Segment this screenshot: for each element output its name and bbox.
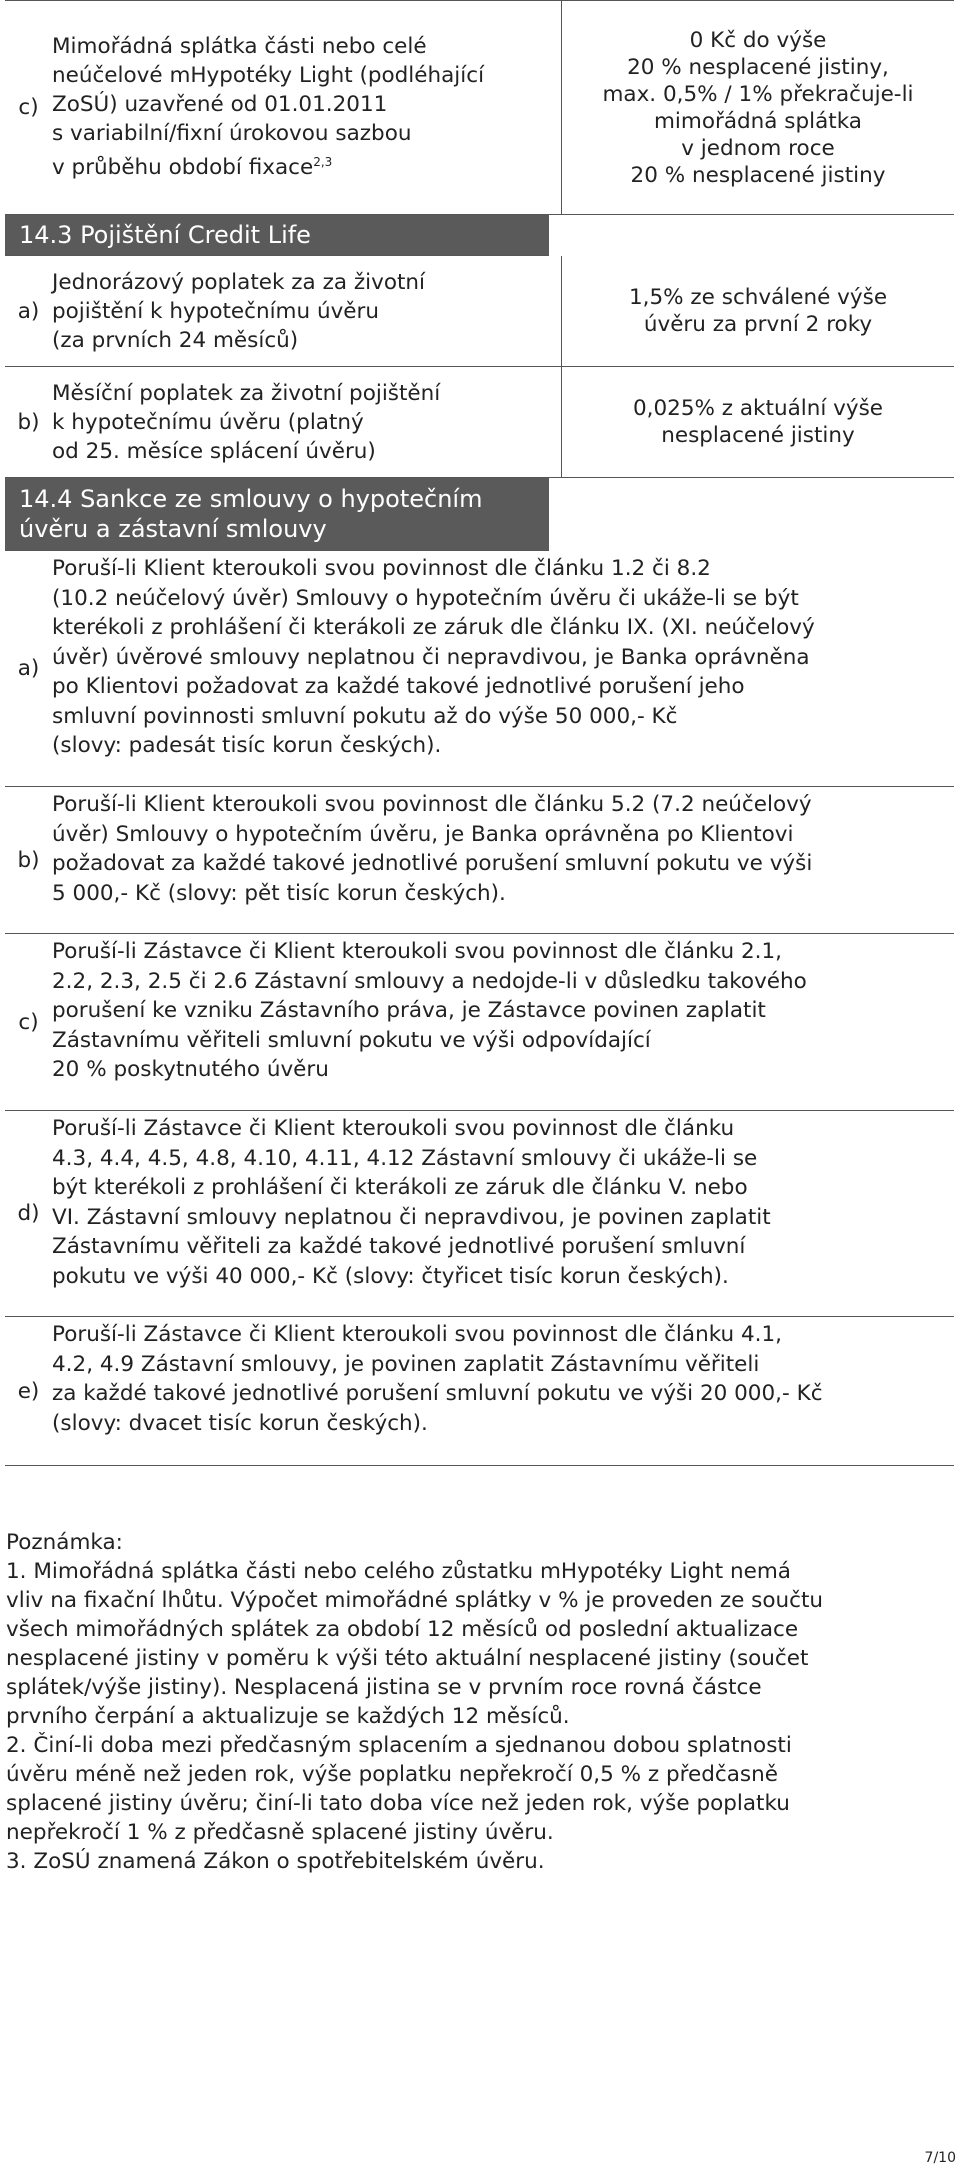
page-number: 7/10 [924,2150,956,2166]
sanction-text: Poruší-li Zástavce či Klient kteroukoli svou povinnost dle článku 4.1, 4.2, 4.9 Zástavní smlouvy, je povinen zaplatit Zástavnímu věřiteli za každé takové jednotlivé porušení smluvní pokutu ve výši 20 000,- Kč (slovy: dvacet tisíc korun českých). [52,1322,823,1436]
fee-row-c [5,0,954,215]
fee-value: 0,025% z aktuální výše nesplacené jistiny [561,367,954,477]
row-letter: b) [17,847,40,873]
section-heading-14-4: 14.4 Sankce ze smlouvy o hypotečním úvěru a zástavní smlouvy [5,478,549,551]
footnote-ref: 2,3 [313,155,333,170]
fee-row-b [5,367,954,478]
sanction-text: Poruší-li Klient kteroukoli svou povinnost dle článku 1.2 či 8.2 (10.2 neúčelový úvěr) Smlouvy o hypotečním úvěru či ukáže-li se být kterékoli z prohlášení či kterákoli ze záruk dle článku IX. (XI. neúčelový úvěr) úvěrové smlouvy neplatnou či nepravdivou, je Banka oprávněna po Klientovi požadovat za každé takové jednotlivé porušení jeho smluvní povinnosti smluvní pokutu až do výše 50 000,- Kč (slovy: padesát tisíc korun českých). [52,556,815,758]
fee-description: Jednorázový poplatek za za životní pojištění k hypotečnímu úvěru (za prvních 24 měsíců) [52,269,426,353]
sanction-row-b [5,787,954,934]
section-heading-14-3: 14.3 Pojištění Credit Life [5,215,549,256]
sanction-text: Poruší-li Zástavce či Klient kteroukoli svou povinnost dle článku 4.3, 4.4, 4.5, 4.8, 4.10, 4.11, 4.12 Zástavní smlouvy či ukáže-li se být kterékoli z prohlášení či kterákoli ze záruk dle článku V. nebo VI. Zástavní smlouvy neplatnou či nepravdivou, je povinen zaplatit Zástavnímu věřiteli za každé takové jednotlivé porušení smluvní pokutu ve výši 40 000,- Kč (slovy: čtyřicet tisíc korun českých). [52,1116,771,1289]
fee-value: 1,5% ze schválené výše úvěru za první 2 roky [561,256,954,366]
row-letter: a) [17,656,40,681]
fee-table [5,0,954,1466]
notes-section [6,1528,946,1876]
note-item: 2. Činí-li doba mezi předčasným splacením a sjednanou dobou splatnosti úvěru méně než jeden rok, výše poplatku nepřekročí 0,5 % z předčasně splacené jistiny úvěru; činí-li tato doba více než jeden rok, výše poplatku nepřekročí 1 % z předčasně splacené jistiny úvěru. [6,1733,792,1845]
sanction-text: Poruší-li Zástavce či Klient kteroukoli svou povinnost dle článku 2.1, 2.2, 2.3, 2.5 či 2.6 Zástavní smlouvy a nedojde-li v důsledku takového porušení ke vzniku Zástavního práva, je Zástavce povinen zaplatit Zástavnímu věřiteli smluvní pokutu ve výši odpovídající 20 % poskytnutého úvěru [52,939,807,1082]
fee-description: Mimořádná splátka části nebo celé neúčelové mHypotéky Light (podléhající ZoSÚ) uzavřené od 01.01.2011 s variabilní/fixní úrokovou sazbou v průběhu období fixace$^{2,3}$ [52,34,485,181]
row-letter: a) [17,298,40,324]
sanction-text: Poruší-li Klient kteroukoli svou povinnost dle článku 5.2 (7.2 neúčelový úvěr) Smlouvy o hypotečním úvěru, je Banka oprávněna po Klientovi požadovat za každé takové jednotlivé porušení smluvní pokutu ve výši 5 000,- Kč (slovy: pět tisíc korun českých). [52,792,813,906]
note-item: 1. Mimořádná splátka části nebo celého zůstatku mHypotéky Light nemá vliv na fixační lhůtu. Výpočet mimořádné splátky v % je proveden ze součtu všech mimořádných splátek za období 12 měsíců od poslední aktualizace nesplacené jistiny v poměru k výši této aktuální nesplacené jistiny (součet splátek/výše jistiny). Nesplacená jistina se v prvním roce rovná částce prvního čerpání a aktualizuje se každých 12 měsíců. [6,1559,824,1729]
note-item: 3. ZoSÚ znamená Zákon o spotřebitelském úvěru. [6,1849,545,1874]
sanction-row-c [5,934,954,1111]
sanction-row-d [5,1111,954,1317]
fee-row-a [5,256,954,367]
row-letter: c) [18,1009,39,1035]
row-letter: b) [17,409,40,435]
row-letter: c) [18,95,39,120]
notes-heading: Poznámka: [6,1530,123,1555]
row-letter: e) [17,1378,40,1404]
sanction-row-e [5,1317,954,1466]
row-letter: d) [17,1201,40,1226]
fee-value: 0 Kč do výše 20 % nesplacené jistiny, max. 0,5% / 1% překračuje-li mimořádná splátka v jednom roce 20 % nesplacené jistiny [561,1,954,214]
sanction-row-a [5,551,954,787]
fee-description: Měsíční poplatek za životní pojištění k hypotečnímu úvěru (platný od 25. měsíce splácení úvěru) [52,380,441,464]
